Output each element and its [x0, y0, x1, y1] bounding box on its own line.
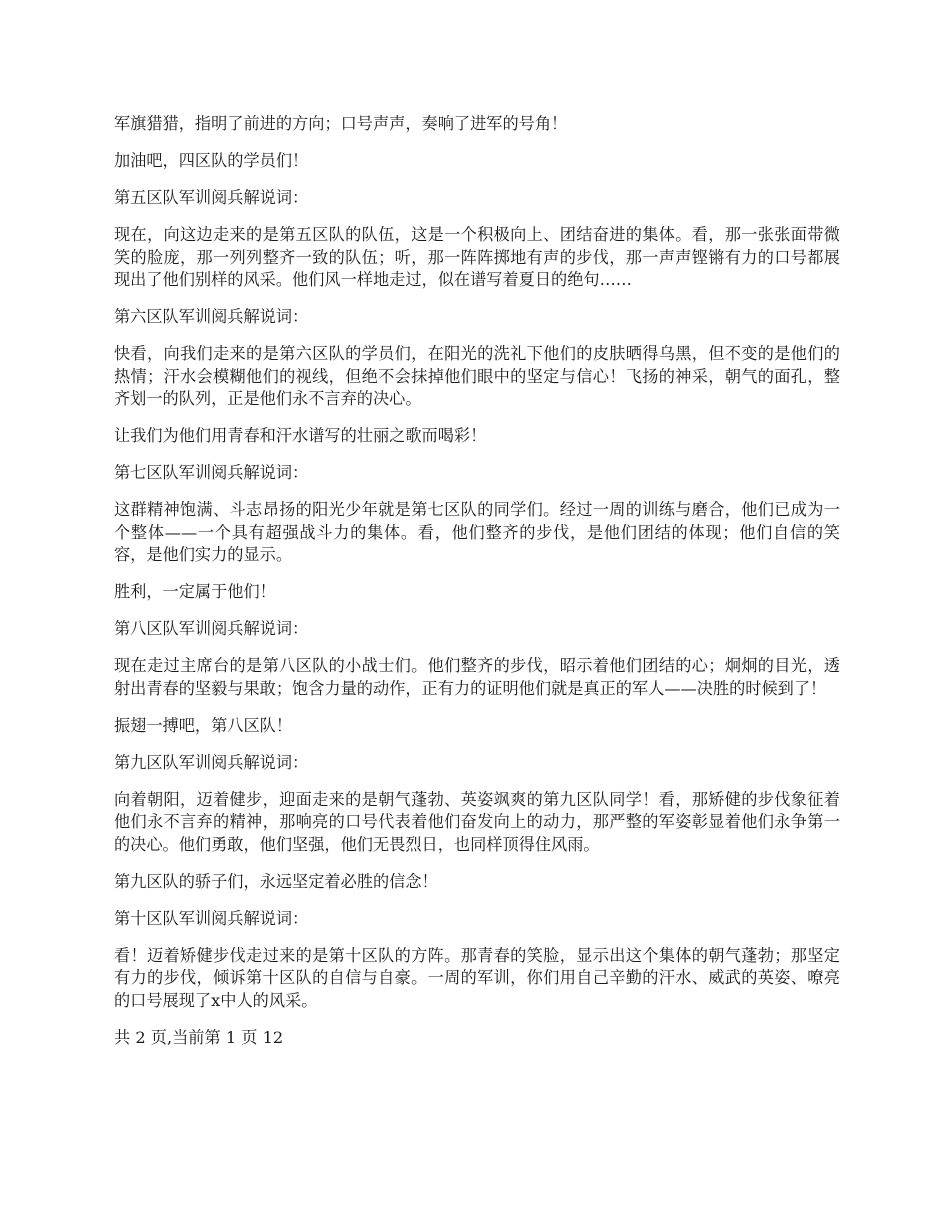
paragraph: 看！迈着矫健步伐走过来的是第十区队的方阵。那青春的笑脸，显示出这个集体的朝气蓬勃；那坚定有力的步伐，倾诉第十区队的自信与自豪。一周的军训，你们用自己辛勤的汗水、威武的英姿、嘹亮的口号展现了x中人的风采。: [114, 945, 840, 1010]
paragraph: 这群精神饱满、斗志昂扬的阳光少年就是第七区队的同学们。经过一周的训练与磨合，他们已成为一个整体——一个具有超强战斗力的集体。看，他们整齐的步伐，是他们团结的体现；他们自信的笑容，是他们实力的显示。: [114, 500, 840, 564]
paragraph: 胜利，一定属于他们！: [114, 582, 276, 601]
section-heading: 第九区队军训阅兵解说词：: [114, 752, 309, 772]
page-footer: 共 2 页,当前第 1 页 12: [114, 1027, 284, 1047]
section-heading: 第五区队军训阅兵解说词：: [114, 188, 309, 207]
paragraph: 现在走过主席台的是第八区队的小战士们。他们整齐的步伐，昭示着他们团结的心；炯炯的目光，透射出青春的坚毅与果敢；饱含力量的动作，正有力的证明他们就是真正的军人——决胜的时候到了！: [114, 656, 840, 698]
paragraph: 向着朝阳，迈着健步，迎面走来的是朝气蓬勃、英姿飒爽的第九区队同学！看，那矫健的步伐象征着他们永不言弃的精神，那响亮的口号代表着他们奋发向上的动力，那严整的军姿彰显着他们永争第一的决心。他们勇敢，他们坚强，他们无畏烈日，也同样顶得住风雨。: [114, 789, 840, 854]
paragraph: 现在，向这边走来的是第五区队的队伍，这是一个积极向上、团结奋进的集体。看，那一张张面带微笑的脸庞，那一列列整齐一致的队伍；听，那一阵阵掷地有声的步伐，那一声声铿锵有力的口号都展现出了他们别样的风采。他们风一样地走过，似在谱写着夏日的绝句……: [114, 225, 840, 289]
paragraph: 军旗猎猎，指明了前进的方向；口号声声，奏响了进军的号角！: [114, 114, 568, 133]
section-heading: 第七区队军训阅兵解说词：: [114, 463, 309, 482]
section-heading: 第六区队军训阅兵解说词：: [114, 307, 309, 326]
document-page: [114, 113, 840, 1064]
section-heading: 第十区队军训阅兵解说词：: [114, 908, 309, 928]
paragraph: 快看，向我们走来的是第六区队的学员们，在阳光的洗礼下他们的皮肤晒得乌黑，但不变的是他们的热情；汗水会模糊他们的视线，但绝不会抹掉他们眼中的坚定与信心！飞扬的神采，朝气的面孔，整齐划一的队列，正是他们永不言弃的决心。: [114, 344, 840, 408]
paragraph: 加油吧，四区队的学员们！: [114, 151, 309, 170]
section-heading: 第八区队军训阅兵解说词：: [114, 619, 309, 638]
paragraph: 第九区队的骄子们，永远坚定着必胜的信念！: [114, 871, 438, 891]
paragraph: 振翅一搏吧，第八区队！: [114, 715, 293, 735]
paragraph: 让我们为他们用青春和汗水谱写的壮丽之歌而喝彩！: [114, 426, 487, 445]
